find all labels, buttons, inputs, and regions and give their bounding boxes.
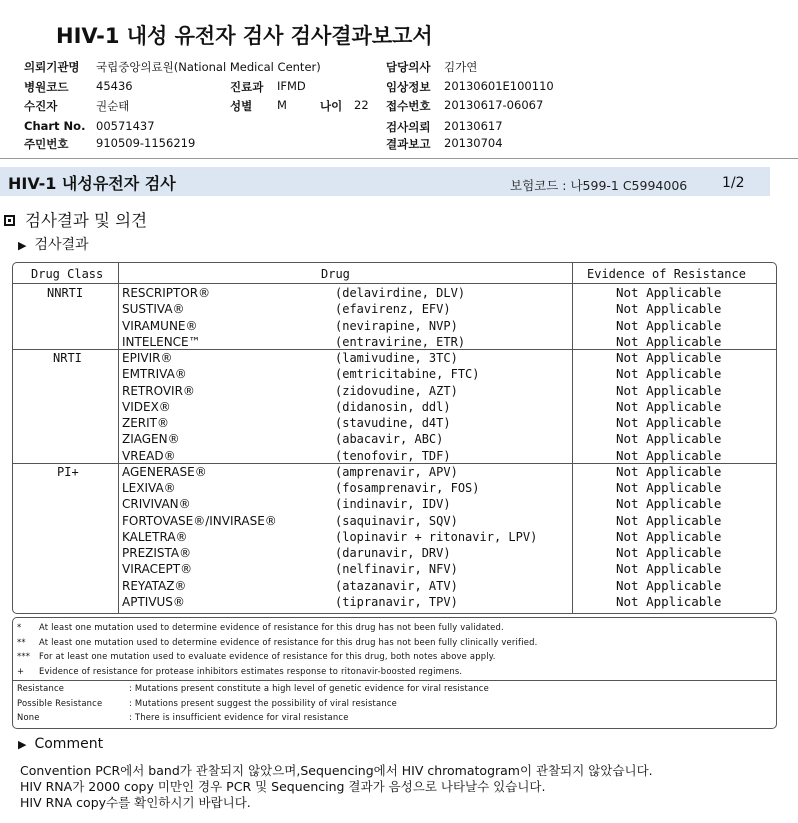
drug-class-label: NNRTI: [47, 286, 84, 300]
hospital-code-label: 병원코드: [24, 80, 69, 94]
drug-generic: (nelfinavir, NFV): [335, 562, 458, 577]
drug-brand: VIDEX®: [122, 399, 171, 414]
comment-heading: [18, 736, 103, 752]
results-subheading-text: 검사결과: [34, 237, 89, 253]
resistance-evidence: Not Applicable: [616, 398, 722, 414]
results-heading-text: 검사결과 및 의견: [25, 211, 148, 230]
sex-value: M: [277, 98, 287, 112]
drug-brand: EMTRIVA®: [122, 367, 187, 382]
results-table: [12, 262, 777, 614]
definition-term: Possible Resistance: [17, 697, 103, 708]
drug-brand: SUSTIVA®: [122, 302, 185, 317]
sex-label: 성별: [230, 99, 253, 113]
hospital-code-value: 45436: [96, 79, 133, 93]
doctor-label: 담당의사: [386, 60, 431, 74]
chart-label: Chart No.: [24, 119, 86, 133]
resistance-evidence: Not Applicable: [616, 480, 722, 495]
request-value: 20130617: [444, 119, 503, 133]
drug-generic: (efavirenz, EFV): [335, 302, 451, 317]
resistance-evidence: Not Applicable: [616, 285, 722, 300]
footnote-text: At least one mutation used to determine evidence of resistance for this drug has not been fully validated.: [39, 622, 504, 632]
drug-generic: (saquinavir, SQV): [335, 513, 458, 528]
resistance-evidence: Not Applicable: [616, 463, 722, 479]
header-drug-class: Drug Class: [31, 267, 104, 281]
drug-generic: (darunavir, DRV): [335, 546, 451, 560]
resistance-evidence: Not Applicable: [616, 577, 722, 593]
definition-desc: : Mutations present constitute a high level of genetic evidence for viral resistance: [129, 683, 489, 693]
resistance-evidence: Not Applicable: [616, 431, 722, 447]
resistance-evidence: Not Applicable: [616, 301, 722, 317]
institution-value: 국립중앙의료원(National Medical Center): [96, 60, 321, 74]
drug-brand: ZERIT®: [122, 416, 170, 430]
band-title: HIV-1 내성유전자 검사: [8, 174, 176, 193]
triangle-bullet-icon: ▶: [18, 239, 27, 252]
result-label: 결과보고: [386, 137, 431, 151]
drug-generic: (emtricitabine, FTC): [335, 367, 480, 382]
drug-brand: VIRACEPT®: [122, 562, 193, 577]
comment-line: HIV RNA copy수를 확인하시기 바랍니다.: [20, 795, 251, 810]
drug-brand: PREZISTA®: [122, 546, 192, 560]
drug-generic: (amprenavir, APV): [335, 464, 458, 479]
notes-box: [12, 617, 777, 729]
resistance-evidence: Not Applicable: [616, 382, 722, 398]
drug-brand: RETROVIR®: [122, 383, 195, 398]
drug-brand: LEXIVA®: [122, 481, 176, 495]
footnote-text: For at least one mutation used to evaluate evidence of resistance for this drug, both notes above apply.: [39, 651, 496, 661]
drug-generic: (tenofovir, TDF): [335, 448, 451, 463]
resistance-evidence: Not Applicable: [616, 512, 722, 528]
square-bullet-icon: [4, 215, 15, 226]
resistance-evidence: Not Applicable: [616, 561, 722, 577]
footnote-text: Evidence of resistance for protease inhibitors estimates response to ritonavir-boosted regimens.: [39, 665, 463, 676]
resistance-evidence: Not Applicable: [616, 528, 722, 544]
patient-value: 권순태: [96, 99, 130, 113]
definition-desc: : Mutations present suggest the possibility of viral resistance: [129, 697, 397, 708]
resistance-evidence: Not Applicable: [616, 333, 722, 349]
footnote-text: At least one mutation used to determine evidence of resistance for this drug has not been fully clinically verified.: [39, 636, 538, 647]
resistance-evidence: Not Applicable: [616, 593, 722, 609]
drug-brand: CRIVIVAN®: [122, 497, 191, 512]
definition-term: None: [17, 712, 40, 722]
footnote-mark: +: [17, 665, 25, 676]
resistance-evidence: Not Applicable: [616, 366, 722, 382]
resistance-evidence: Not Applicable: [616, 496, 722, 512]
drug-generic: (nevirapine, NVP): [335, 318, 458, 333]
result-value: 20130704: [444, 136, 503, 150]
drug-brand: INTELENCE™: [122, 334, 201, 349]
drug-brand: VREAD®: [122, 448, 176, 463]
drug-generic: (indinavir, IDV): [335, 497, 451, 512]
resistance-evidence: Not Applicable: [616, 545, 722, 560]
drug-brand: VIRAMUNE®: [122, 318, 198, 333]
drug-brand: FORTOVASE®/INVIRASE®: [122, 513, 277, 528]
resistance-evidence: Not Applicable: [616, 447, 722, 463]
drug-generic: (lopinavir + ritonavir, LPV): [335, 529, 538, 544]
age-value: 22: [354, 98, 369, 112]
drug-generic: (delavirdine, DLV): [335, 286, 466, 300]
resistance-evidence: Not Applicable: [616, 350, 722, 365]
drug-generic: (stavudine, d4T): [335, 416, 451, 430]
receipt-value: 20130617-06067: [444, 98, 544, 112]
drug-class-label: NRTI: [53, 351, 82, 365]
drug-generic: (lamivudine, 3TC): [335, 351, 458, 365]
results-heading: [4, 207, 147, 231]
resistance-evidence: Not Applicable: [616, 415, 722, 430]
request-label: 검사의뢰: [386, 120, 431, 134]
drug-brand: APTIVUS®: [122, 594, 185, 609]
dept-value: IFMD: [277, 79, 306, 93]
comment-heading-text: Comment: [34, 736, 104, 752]
receipt-label: 접수번호: [386, 99, 431, 113]
footnote-mark: **: [17, 636, 26, 647]
drug-generic: (didanosin, ddl): [335, 399, 451, 414]
clinical-label: 임상정보: [386, 80, 431, 94]
age-label: 나이: [320, 99, 343, 113]
header-evidence: Evidence of Resistance: [587, 267, 746, 281]
chart-value: 00571437: [96, 119, 155, 133]
triangle-bullet-icon: ▶: [18, 738, 27, 751]
comment-line: Convention PCR에서 band가 관찰되지 않았으며,Sequencing에서 HIV chromatogram이 관찰되지 않았습니다.: [20, 763, 653, 778]
definition-desc: : There is insufficient evidence for viral resistance: [129, 712, 349, 722]
drug-generic: (entravirine, ETR): [335, 334, 466, 349]
drug-generic: (atazanavir, ATV): [335, 578, 458, 593]
institution-label: 의뢰기관명: [24, 60, 80, 74]
drug-generic: (abacavir, ABC): [335, 432, 444, 447]
drug-brand: KALETRA®: [122, 529, 188, 544]
drug-brand: RESCRIPTOR®: [122, 286, 211, 300]
doctor-value: 김가연: [444, 60, 478, 74]
divider: [0, 158, 798, 159]
header-drug: Drug: [321, 267, 350, 281]
drug-generic: (tipranavir, TPV): [335, 594, 458, 609]
definition-term: Resistance: [17, 683, 65, 693]
comment-line: HIV RNA가 2000 copy 미만인 경우 PCR 및 Sequencing 결과가 음성으로 나타날수 있습니다.: [20, 779, 546, 794]
page-indicator: 1/2: [722, 175, 745, 191]
rrn-label: 주민번호: [24, 137, 69, 151]
report-title: HIV-1 내성 유전자 검사 검사결과보고서: [56, 24, 433, 48]
footnote-mark: ***: [17, 651, 31, 661]
results-subheading: [18, 234, 89, 254]
dept-label: 진료과: [230, 80, 264, 94]
footnote-mark: *: [17, 622, 22, 632]
drug-brand: EPIVIR®: [122, 351, 173, 365]
insurance-code: 보험코드 : 나599-1 C5994006: [510, 178, 688, 193]
drug-generic: (zidovudine, AZT): [335, 383, 458, 398]
drug-generic: (fosamprenavir, FOS): [335, 481, 480, 495]
patient-label: 수진자: [24, 99, 58, 113]
resistance-evidence: Not Applicable: [616, 317, 722, 333]
drug-brand: AGENERASE®: [122, 464, 207, 479]
drug-class-label: PI+: [57, 464, 79, 479]
clinical-value: 20130601E100110: [444, 79, 554, 93]
rrn-value: 910509-1156219: [96, 136, 196, 150]
drug-brand: ZIAGEN®: [122, 432, 180, 447]
drug-brand: REYATAZ®: [122, 578, 187, 593]
